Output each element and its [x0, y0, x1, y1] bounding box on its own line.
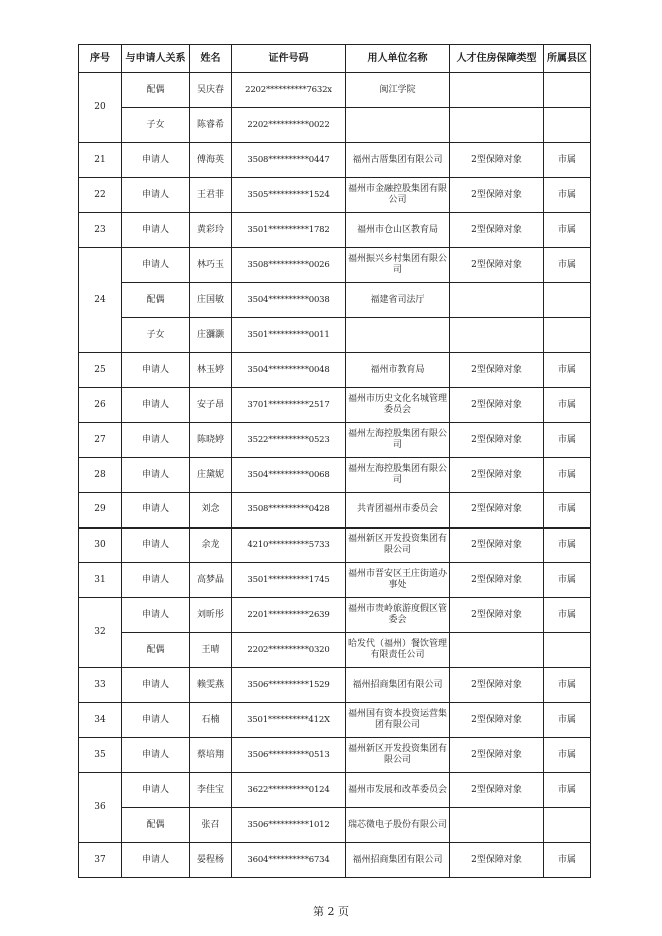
header-employer: 用人单位名称 — [346, 45, 450, 73]
housing-type-cell: 2型保障对象 — [450, 493, 544, 528]
relation-cell: 申请人 — [122, 598, 190, 633]
id-number-cell: 3504**********0048 — [232, 353, 346, 388]
district-cell: 市属 — [544, 773, 591, 808]
table-row — [79, 283, 591, 318]
id-number-cell: 3622**********0124 — [232, 773, 346, 808]
page-number: 第 2 页 — [313, 905, 349, 918]
employer-cell: 闽江学院 — [346, 73, 450, 108]
name-cell: 刘念 — [190, 493, 232, 528]
seq-cell: 30 — [79, 528, 122, 563]
employer-cell — [346, 318, 450, 353]
district-cell: 市属 — [544, 668, 591, 703]
seq-cell: 32 — [79, 598, 122, 668]
housing-type-cell: 2型保障对象 — [450, 423, 544, 458]
name-cell: 张召 — [190, 808, 232, 843]
housing-type-cell: 2型保障对象 — [450, 178, 544, 213]
district-cell: 市属 — [544, 563, 591, 598]
seq-cell: 29 — [79, 493, 122, 528]
employer-cell: 福州市教育局 — [346, 353, 450, 388]
housing-type-cell: 2型保障对象 — [450, 143, 544, 178]
id-number-cell: 3508**********0447 — [232, 143, 346, 178]
relation-cell: 申请人 — [122, 563, 190, 598]
id-number-cell: 3506**********0513 — [232, 738, 346, 773]
seq-cell: 36 — [79, 773, 122, 843]
seq-cell: 27 — [79, 423, 122, 458]
relation-cell: 配偶 — [122, 808, 190, 843]
id-number-cell: 3505**********1524 — [232, 178, 346, 213]
table-row — [79, 633, 591, 668]
district-cell: 市属 — [544, 178, 591, 213]
relation-cell: 配偶 — [122, 633, 190, 668]
id-number-cell: 3501**********0011 — [232, 318, 346, 353]
id-number-cell: 2201**********2639 — [232, 598, 346, 633]
district-cell: 市属 — [544, 738, 591, 773]
relation-cell: 申请人 — [122, 773, 190, 808]
employer-cell: 福州市历史文化名城管理委员会 — [346, 388, 450, 423]
district-cell: 市属 — [544, 213, 591, 248]
relation-cell: 申请人 — [122, 213, 190, 248]
employer-cell: 福州左海控股集团有限公司 — [346, 423, 450, 458]
table-row — [79, 843, 591, 878]
seq-cell: 26 — [79, 388, 122, 423]
district-cell: 市属 — [544, 353, 591, 388]
name-cell: 安子昂 — [190, 388, 232, 423]
employer-cell: 福州振兴乡村集团有限公司 — [346, 248, 450, 283]
name-cell: 高梦晶 — [190, 563, 232, 598]
name-cell: 赖雯燕 — [190, 668, 232, 703]
table-body — [79, 73, 591, 878]
housing-type-cell: 2型保障对象 — [450, 353, 544, 388]
header-id-number: 证件号码 — [232, 45, 346, 73]
district-cell — [544, 318, 591, 353]
relation-cell: 子女 — [122, 108, 190, 143]
name-cell: 石楠 — [190, 703, 232, 738]
housing-type-cell: 2型保障对象 — [450, 213, 544, 248]
name-cell: 傅海英 — [190, 143, 232, 178]
housing-type-cell: 2型保障对象 — [450, 738, 544, 773]
seq-cell: 28 — [79, 458, 122, 493]
id-number-cell: 3504**********0038 — [232, 283, 346, 318]
name-cell: 庄瀰灏 — [190, 318, 232, 353]
seq-cell: 35 — [79, 738, 122, 773]
employer-cell: 福州招商集团有限公司 — [346, 843, 450, 878]
employer-cell: 哈发代（福州）餐饮管理有限责任公司 — [346, 633, 450, 668]
relation-cell: 申请人 — [122, 143, 190, 178]
table-row — [79, 248, 591, 283]
housing-type-cell: 2型保障对象 — [450, 843, 544, 878]
relation-cell: 申请人 — [122, 843, 190, 878]
id-number-cell: 4210**********5733 — [232, 528, 346, 563]
table-row — [79, 493, 591, 528]
employer-cell: 福州古厝集团有限公司 — [346, 143, 450, 178]
name-cell: 李佳宝 — [190, 773, 232, 808]
relation-cell: 配偶 — [122, 283, 190, 318]
table-header-row — [79, 45, 591, 73]
id-number-cell: 3701**********2517 — [232, 388, 346, 423]
district-cell: 市属 — [544, 248, 591, 283]
seq-cell: 34 — [79, 703, 122, 738]
housing-type-cell — [450, 283, 544, 318]
district-cell: 市属 — [544, 598, 591, 633]
table-row — [79, 703, 591, 738]
relation-cell: 申请人 — [122, 423, 190, 458]
header-seq: 序号 — [79, 45, 122, 73]
name-cell: 晏程杨 — [190, 843, 232, 878]
employer-cell: 福州国有资本投资运营集团有限公司 — [346, 703, 450, 738]
housing-type-cell — [450, 633, 544, 668]
housing-type-cell: 2型保障对象 — [450, 668, 544, 703]
district-cell: 市属 — [544, 143, 591, 178]
table-row — [79, 178, 591, 213]
seq-cell: 23 — [79, 213, 122, 248]
district-cell: 市属 — [544, 388, 591, 423]
housing-type-cell — [450, 318, 544, 353]
name-cell: 刘昕彤 — [190, 598, 232, 633]
housing-type-cell: 2型保障对象 — [450, 458, 544, 493]
table-row — [79, 388, 591, 423]
table-row — [79, 423, 591, 458]
housing-type-cell — [450, 808, 544, 843]
district-cell — [544, 633, 591, 668]
name-cell: 王晴 — [190, 633, 232, 668]
relation-cell: 申请人 — [122, 668, 190, 703]
name-cell: 蔡培翔 — [190, 738, 232, 773]
name-cell: 庄黛妮 — [190, 458, 232, 493]
name-cell: 庄国敏 — [190, 283, 232, 318]
housing-type-cell: 2型保障对象 — [450, 388, 544, 423]
district-cell — [544, 108, 591, 143]
relation-cell: 申请人 — [122, 388, 190, 423]
employer-cell: 福州新区开发投资集团有限公司 — [346, 738, 450, 773]
id-number-cell: 3508**********0026 — [232, 248, 346, 283]
applicant-table — [78, 44, 591, 878]
housing-type-cell: 2型保障对象 — [450, 773, 544, 808]
employer-cell — [346, 108, 450, 143]
id-number-cell: 3508**********0428 — [232, 493, 346, 528]
seq-cell: 24 — [79, 248, 122, 353]
table-row — [79, 318, 591, 353]
header-name: 姓名 — [190, 45, 232, 73]
employer-cell: 瑞芯微电子股份有限公司 — [346, 808, 450, 843]
table-row — [79, 598, 591, 633]
employer-cell: 福州新区开发投资集团有限公司 — [346, 528, 450, 563]
employer-cell: 共青团福州市委员会 — [346, 493, 450, 528]
seq-cell: 25 — [79, 353, 122, 388]
relation-cell: 申请人 — [122, 528, 190, 563]
relation-cell: 申请人 — [122, 493, 190, 528]
header-district: 所属县区 — [544, 45, 591, 73]
id-number-cell: 3504**********0068 — [232, 458, 346, 493]
id-number-cell: 3506**********1529 — [232, 668, 346, 703]
relation-cell: 子女 — [122, 318, 190, 353]
employer-cell: 福州市金融控股集团有限公司 — [346, 178, 450, 213]
table-row — [79, 108, 591, 143]
name-cell: 陈睿希 — [190, 108, 232, 143]
name-cell: 余龙 — [190, 528, 232, 563]
table-row — [79, 668, 591, 703]
relation-cell: 申请人 — [122, 703, 190, 738]
table-row — [79, 563, 591, 598]
id-number-cell: 2202**********0022 — [232, 108, 346, 143]
relation-cell: 配偶 — [122, 73, 190, 108]
id-number-cell: 3501**********412X — [232, 703, 346, 738]
id-number-cell: 2202**********7632x — [232, 73, 346, 108]
name-cell: 吴庆春 — [190, 73, 232, 108]
district-cell — [544, 808, 591, 843]
seq-cell: 33 — [79, 668, 122, 703]
housing-type-cell: 2型保障对象 — [450, 703, 544, 738]
housing-type-cell: 2型保障对象 — [450, 248, 544, 283]
district-cell: 市属 — [544, 493, 591, 528]
header-housing-type: 人才住房保障类型 — [450, 45, 544, 73]
employer-cell: 福州市晋安区王庄街道办事处 — [346, 563, 450, 598]
id-number-cell: 3604**********6734 — [232, 843, 346, 878]
district-cell: 市属 — [544, 458, 591, 493]
housing-type-cell: 2型保障对象 — [450, 528, 544, 563]
employer-cell: 福建省司法厅 — [346, 283, 450, 318]
id-number-cell: 3501**********1745 — [232, 563, 346, 598]
table-row — [79, 738, 591, 773]
relation-cell: 申请人 — [122, 353, 190, 388]
district-cell — [544, 283, 591, 318]
table-row — [79, 773, 591, 808]
district-cell: 市属 — [544, 423, 591, 458]
table-row — [79, 143, 591, 178]
district-cell: 市属 — [544, 703, 591, 738]
employer-cell: 福州左海控股集团有限公司 — [346, 458, 450, 493]
seq-cell: 21 — [79, 143, 122, 178]
employer-cell: 福州市仓山区教育局 — [346, 213, 450, 248]
district-cell — [544, 73, 591, 108]
housing-type-cell: 2型保障对象 — [450, 563, 544, 598]
employer-cell: 福州市贵岭旅游度假区管委会 — [346, 598, 450, 633]
relation-cell: 申请人 — [122, 248, 190, 283]
id-number-cell: 3522**********0523 — [232, 423, 346, 458]
housing-type-cell — [450, 108, 544, 143]
name-cell: 陈晓婷 — [190, 423, 232, 458]
table-row — [79, 528, 591, 563]
id-number-cell: 2202**********0320 — [232, 633, 346, 668]
table-row — [79, 808, 591, 843]
seq-cell: 20 — [79, 73, 122, 143]
employer-cell: 福州招商集团有限公司 — [346, 668, 450, 703]
housing-type-cell: 2型保障对象 — [450, 598, 544, 633]
relation-cell: 申请人 — [122, 738, 190, 773]
table-row — [79, 353, 591, 388]
seq-cell: 37 — [79, 843, 122, 878]
table-row — [79, 73, 591, 108]
name-cell: 王君菲 — [190, 178, 232, 213]
name-cell: 林巧玉 — [190, 248, 232, 283]
name-cell: 林玉婷 — [190, 353, 232, 388]
table-row — [79, 458, 591, 493]
relation-cell: 申请人 — [122, 458, 190, 493]
seq-cell: 22 — [79, 178, 122, 213]
relation-cell: 申请人 — [122, 178, 190, 213]
housing-type-cell — [450, 73, 544, 108]
table-row — [79, 213, 591, 248]
district-cell: 市属 — [544, 528, 591, 563]
seq-cell: 31 — [79, 563, 122, 598]
id-number-cell: 3506**********1012 — [232, 808, 346, 843]
district-cell: 市属 — [544, 843, 591, 878]
name-cell: 黄彩玲 — [190, 213, 232, 248]
header-relation: 与申请人关系 — [122, 45, 190, 73]
employer-cell: 福州市发展和改革委员会 — [346, 773, 450, 808]
id-number-cell: 3501**********1782 — [232, 213, 346, 248]
